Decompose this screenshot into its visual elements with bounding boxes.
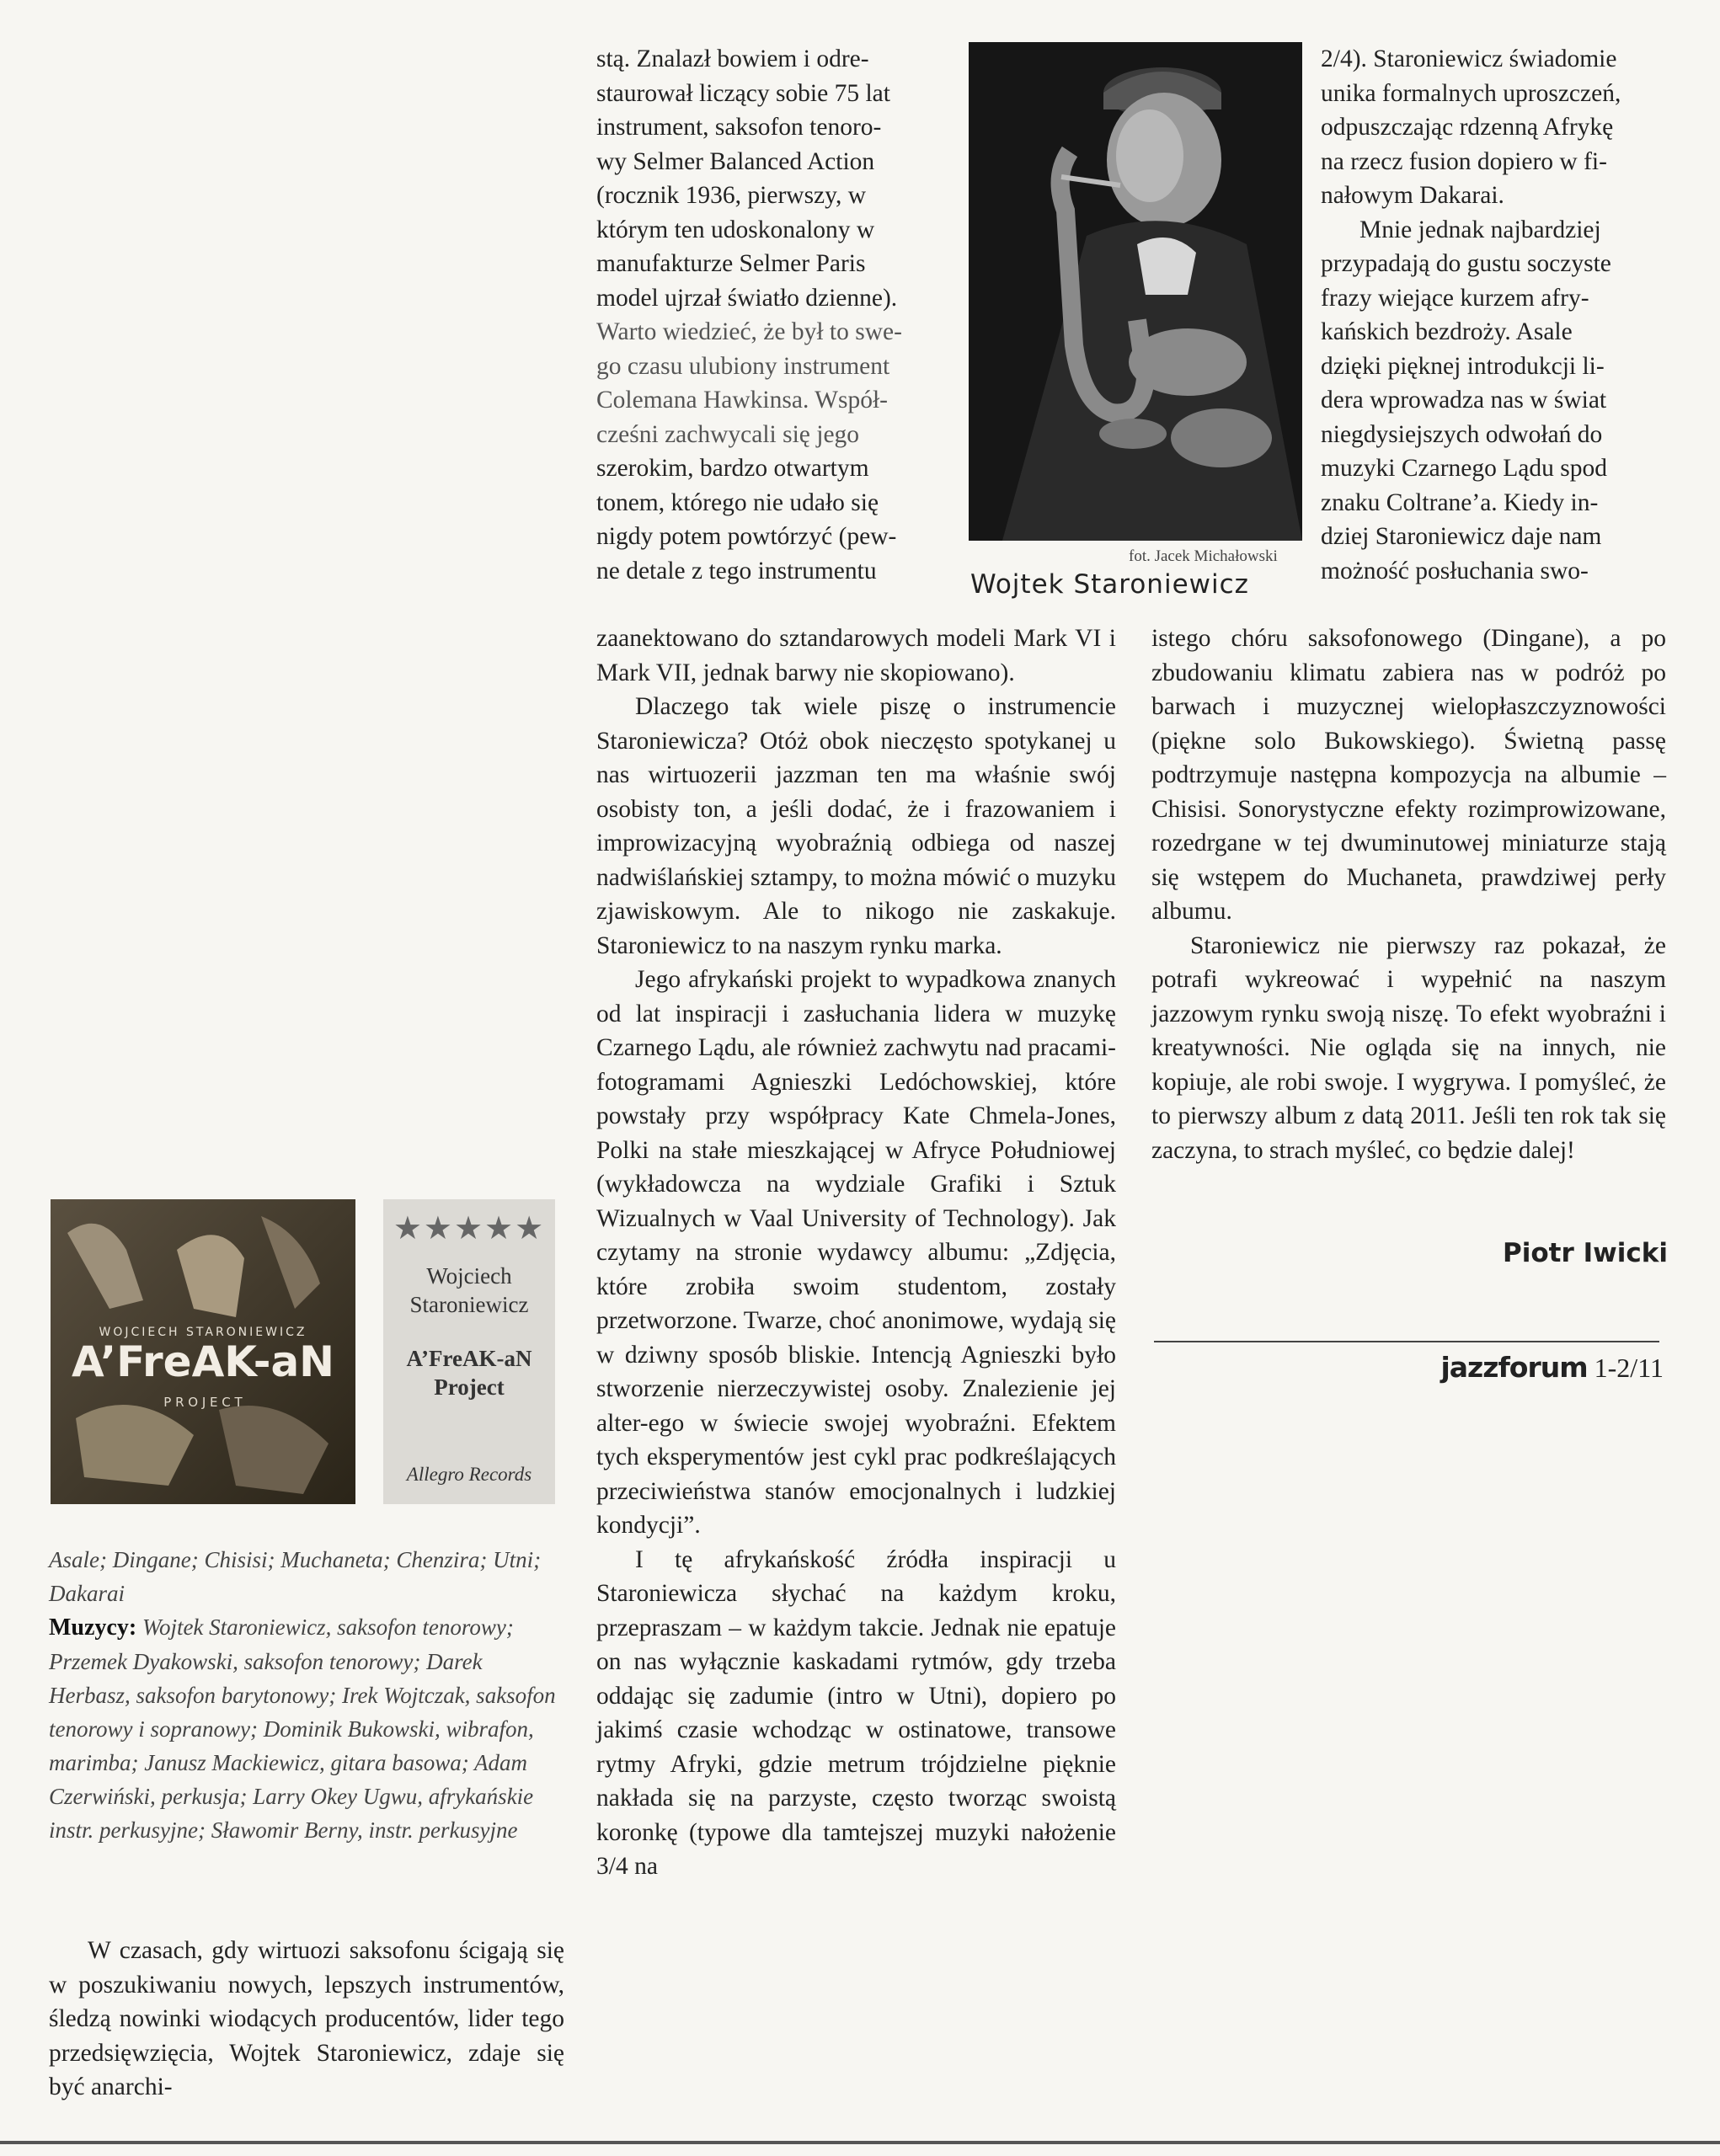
text-line: 2/4). Staroniewicz świadomie [1321,45,1617,72]
text-line: szerokim, bardzo otwartym [596,455,869,482]
text-line: przypadają do gustu soczyste [1321,250,1611,277]
text-line: dzięki pięknej introdukcji li- [1321,352,1605,380]
center-column-body [596,588,1116,1884]
right-column-top [1321,42,1666,588]
text-line: model ujrzał światło dzienne). [596,284,898,312]
text-line: stą. Znalazł bowiem i odre- [596,45,869,72]
paragraph: Jego afrykański projekt to wypadkowa znanych od lat inspiracji i zasłuchania lidera w muzykę Czarnego Lądu, ale również zachwytu nad pracami-fotogramami Agnieszki Ledóchowskiej, które powstały przy współpracy Kate Chmela-Jones, Polki na stałe mieszkającej w Afryce Południowej (wykładowcza na wydziale Grafiki i Sztuk Wizualnych w Vaal University of Technology). Jak czytamy na stronie wydawcy albumu: „Zdjęcia, które zrobiła swoim studentom, zostały przetworzone. Twarze, choć anonimowe, wydają się w dziwny sposób bliskie. Intencją Agnieszki było stworzenie nierzeczywistej osoby. Znalezienie jej alter-ego w świecie swojej wyobraźni. Efektem tych eksperymentów jest cykl prac podkreślających przeciwieństwa stanów emocjonalnych i ludzkiej kondycji”. [596,966,1116,1539]
magazine-footer [1263,1351,1664,1384]
text-line: Colemana Hawkinsa. Współ- [596,387,889,414]
text-line: odpuszczając rdzenną Afrykę [1321,114,1614,141]
text-line: cześni zachwycali się jego [596,420,860,448]
rating-stars: ★★★★★ [393,1209,546,1246]
footer-rule [1154,1341,1659,1342]
text-line: muzyki Czarnego Lądu spod [1321,455,1607,482]
track-list: Asale; Dingane; Chisisi; Muchaneta; Chenzira; Utni; Dakarai [49,1547,542,1606]
photo-caption: Wojtek Staroniewicz [970,569,1249,600]
text-line: tonem, którego nie udało się [596,488,879,516]
text-line: Mnie jednak najbardziej [1359,216,1601,243]
magazine-logo: jazzforum [1440,1351,1588,1384]
paragraph: I tę afrykańskość źródła inspiracji u Staroniewicza słychać na każdym kroku, przepraszam – w każdym takcie. Jednak nie epatuje on nas wyłącznie kaskadami rytmów, gdy trzeba oddając się zadumie (intro w Utni), dopiero po jakimś czasie wchodząc w ostinatowe, transowe rytmy Afryki, gdzie metrum trójdzielne pięknie nakłada się na parzyste, często tworząc swoistą koronkę (typowe dla tamtejszej muzyki nałożenie 3/4 na [596,1545,1116,1880]
center-column-top [596,42,960,588]
text-line: wy Selmer Balanced Action [596,147,875,175]
text-line: dziej Staroniewicz daje nam [1321,523,1602,550]
text-line: Warto wiedzieć, że był to swe- [596,318,902,345]
album-title: A’FreAK-aN Project [406,1346,532,1400]
album-artist: Wojciech Staroniewicz [409,1263,529,1317]
text-line: frazy wiejące kurzem afry- [1321,284,1589,312]
text-line: nigdy potem powtórzyć (pew- [596,523,897,550]
text-line: którym ten udoskonalony w [596,216,875,243]
text-line: ne detale z tego instrumentu [596,557,877,584]
text-line: staurował liczący sobie 75 lat [596,79,890,107]
album-info-box [383,1199,555,1504]
paragraph: zaanektowano do sztandarowych modeli Mark VI i Mark VII, jednak barwy nie skopiowano). [596,625,1116,686]
musicians-list: Wojtek Staroniewicz, saksofon tenorowy; Przemek Dyakowski, saksofon tenorowy; Darek Herbasz, saksofon barytonowy; Irek Wojtczak, saksofon tenorowy i sopranowy; Dominik Bukowski, wibrafon, marimba; Janusz Mackiewicz, gitara basowa; Adam Czerwiński, perkusja; Larry Okey Ugwu, afrykańskie instr. perkusyjne; Sławomir Berny, instr. perkusyjne [49,1614,556,1843]
musicians-label: Muzycy [49,1614,129,1641]
cover-title-text: A’FreAK-aN [71,1337,335,1386]
album-cover [51,1199,355,1504]
paragraph: istego chóru saksofonowego (Dingane), a po zbudowaniu klimatu zabiera nas w podróż po barwach i muzycznej wielopłaszczyznowości (piękne solo Bukowskiego). Świetną passę podtrzymuje następna kompozycja na albumie – Chisisi. Sonorystyczne efekty rozimprowizowane, rozedrgane w tej dwuminutowej miniaturze stają się wstępem do Muchaneta, prawdziwej perły albumu. [1151,625,1666,925]
issue-number: 1-2/11 [1594,1353,1664,1383]
author-signature: Piotr Iwicki [1503,1238,1668,1268]
text-line: (rocznik 1936, pierwszy, w [596,182,867,209]
text-line: nałowym Dakarai. [1321,182,1504,209]
album-cover-art [51,1199,355,1504]
text-line: znaku Coltrane’a. Kiedy in- [1321,488,1599,516]
cover-artist-text: WOJCIECH STARONIEWICZ [99,1326,307,1339]
page-bottom-edge [0,2141,1720,2144]
text-line: go czasu ulubiony instrument [596,352,890,380]
text-line: instrument, saksofon tenoro- [596,114,882,141]
saxophonist-photo [969,42,1302,541]
record-label: Allegro Records [406,1464,532,1485]
text-line: unika formalnych uproszczeń, [1321,79,1621,107]
right-column-body [1151,622,1666,1167]
intro-column [49,1934,564,2105]
tracklist-block: Asale; Dingane; Chisisi; Muchaneta; Chenzira; Utni; Dakarai Muzycy: Wojtek Staroniewicz, saksofon tenorowy; Przemek Dyakowski, saksofon tenorowy; Darek Herbasz, saksofon barytonowy; Irek Wojtczak, saksofon tenorowy i sopranowy; Dominik Bukowski, wibrafon, marimba; Janusz Mackiewicz, gitara basowa; Adam Czerwiński, perkusja; Larry Okey Ugwu, afrykańskie instr. perkusyjne; Sławomir Berny, instr. perkusyjne [49,1547,556,1843]
paragraph: Staroniewicz nie pierwszy raz pokazał, że potrafi wykreować i wypełnić na naszym jazzowym rynku swoją niszę. To efekt wyobraźni i kreatywności. Nie ogląda się na innych, nie kopiuje, ale robi swoje. I wygrywa. I pomyśleć, że to pierwszy album z datą 2011. Jeśli ten rok tak się zaczyna, to strach myśleć, co będzie dalej! [1151,931,1666,1164]
text-line: dera wprowadza nas w świat [1321,387,1607,414]
text-line: manufakturze Selmer Paris [596,250,866,277]
saxophonist-image [969,42,1302,541]
text-line: na rzecz fusion dopiero w fi- [1321,147,1607,175]
photo-credit: fot. Jacek Michałowski [1129,547,1278,565]
text-line: możność posłuchania swo- [1321,557,1589,584]
text-line: niegdysiejszych odwołań do [1321,420,1603,448]
paragraph: Dlaczego tak wiele piszę o instrumencie Staroniewicza? Otóż obok nieczęsto spotykanej u nas wirtuozerii jazzman ten ma właśnie swój osobisty ton, a jeśli dodać, że i frazowaniem i improwizacyjną wyobraźnią odbiega od naszej nadwiślańskiej sztampy, to można mówić o muzyku zjawiskowym. Ale to nikogo nie zaskakuje. Staroniewicz to na naszym rynku marka. [596,693,1116,959]
intro-paragraph: W czasach, gdy wirtuozi saksofonu ścigają się w poszukiwaniu nowych, lepszych instrumentów, śledzą nowinki wiodących producentów, lider tego przedsięwzięcia, Wojtek Staroniewicz, zdaje się być anarchi- [49,1937,564,2100]
text-line: kańskich bezdroży. Asale [1321,318,1573,345]
cover-subtitle-text: P R O J E C T [163,1395,243,1410]
